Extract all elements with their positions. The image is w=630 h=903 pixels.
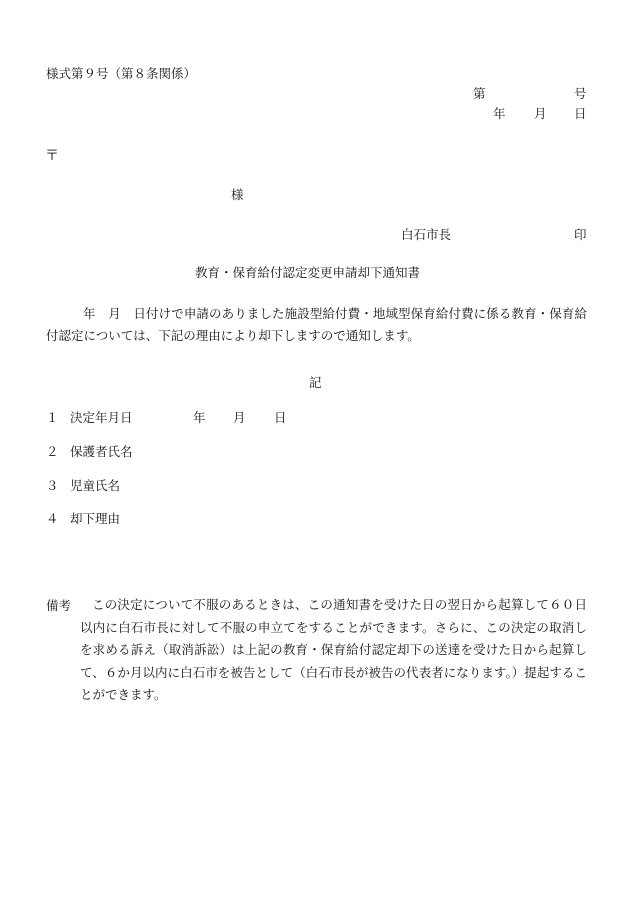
remarks-label: 備考 (46, 598, 72, 613)
item-number: ４ (46, 511, 59, 526)
item-label: 決定年月日 (70, 410, 133, 425)
decision-date-day: 日 (274, 410, 287, 425)
sender-name: 白石市長 (401, 227, 452, 242)
item-number: ３ (46, 478, 59, 493)
recipient-suffix: 様 (231, 187, 244, 202)
item-number: ２ (46, 444, 59, 459)
body-paragraph: 年 月 日付けで申請のありました施設型給付費・地域型保育給付費に係る教育・保育給付認定については、下記の理由により却下しますので通知します。 (46, 306, 587, 343)
item-label: 保護者氏名 (70, 444, 133, 459)
doc-date-day: 日 (574, 106, 587, 121)
item-label: 児童氏名 (70, 478, 121, 493)
decision-date-month: 月 (233, 410, 246, 425)
doc-number-prefix: 第 (473, 86, 486, 101)
seal-mark: 印 (574, 227, 587, 242)
doc-date-year: 年 (493, 106, 506, 121)
postal-mark: 〒 (45, 148, 59, 164)
doc-date-month: 月 (534, 106, 547, 121)
item-label: 却下理由 (70, 511, 121, 526)
ki-heading: 記 (309, 375, 322, 390)
item-number: １ (46, 410, 59, 425)
form-label: 様式第９号（第８条関係） (46, 66, 197, 81)
remarks-text: この決定について不服のあるときは、この通知書を受けた日の翌日から起算して６０日以内に白石市長に対して不服の申立てをすることができます。さらに、この決定の取消しを求める訴え（取消訴訟）は上記の教育・保育給付認定却下の送達を受けた日から起算して、６か月以内に白石市を被告として（白石市長が被告の代表者になります。）提起することができます。 (80, 597, 587, 702)
decision-date-year: 年 (193, 410, 206, 425)
document-title: 教育・保育給付認定変更申請却下通知書 (195, 265, 421, 280)
doc-number-suffix: 号 (574, 86, 587, 101)
